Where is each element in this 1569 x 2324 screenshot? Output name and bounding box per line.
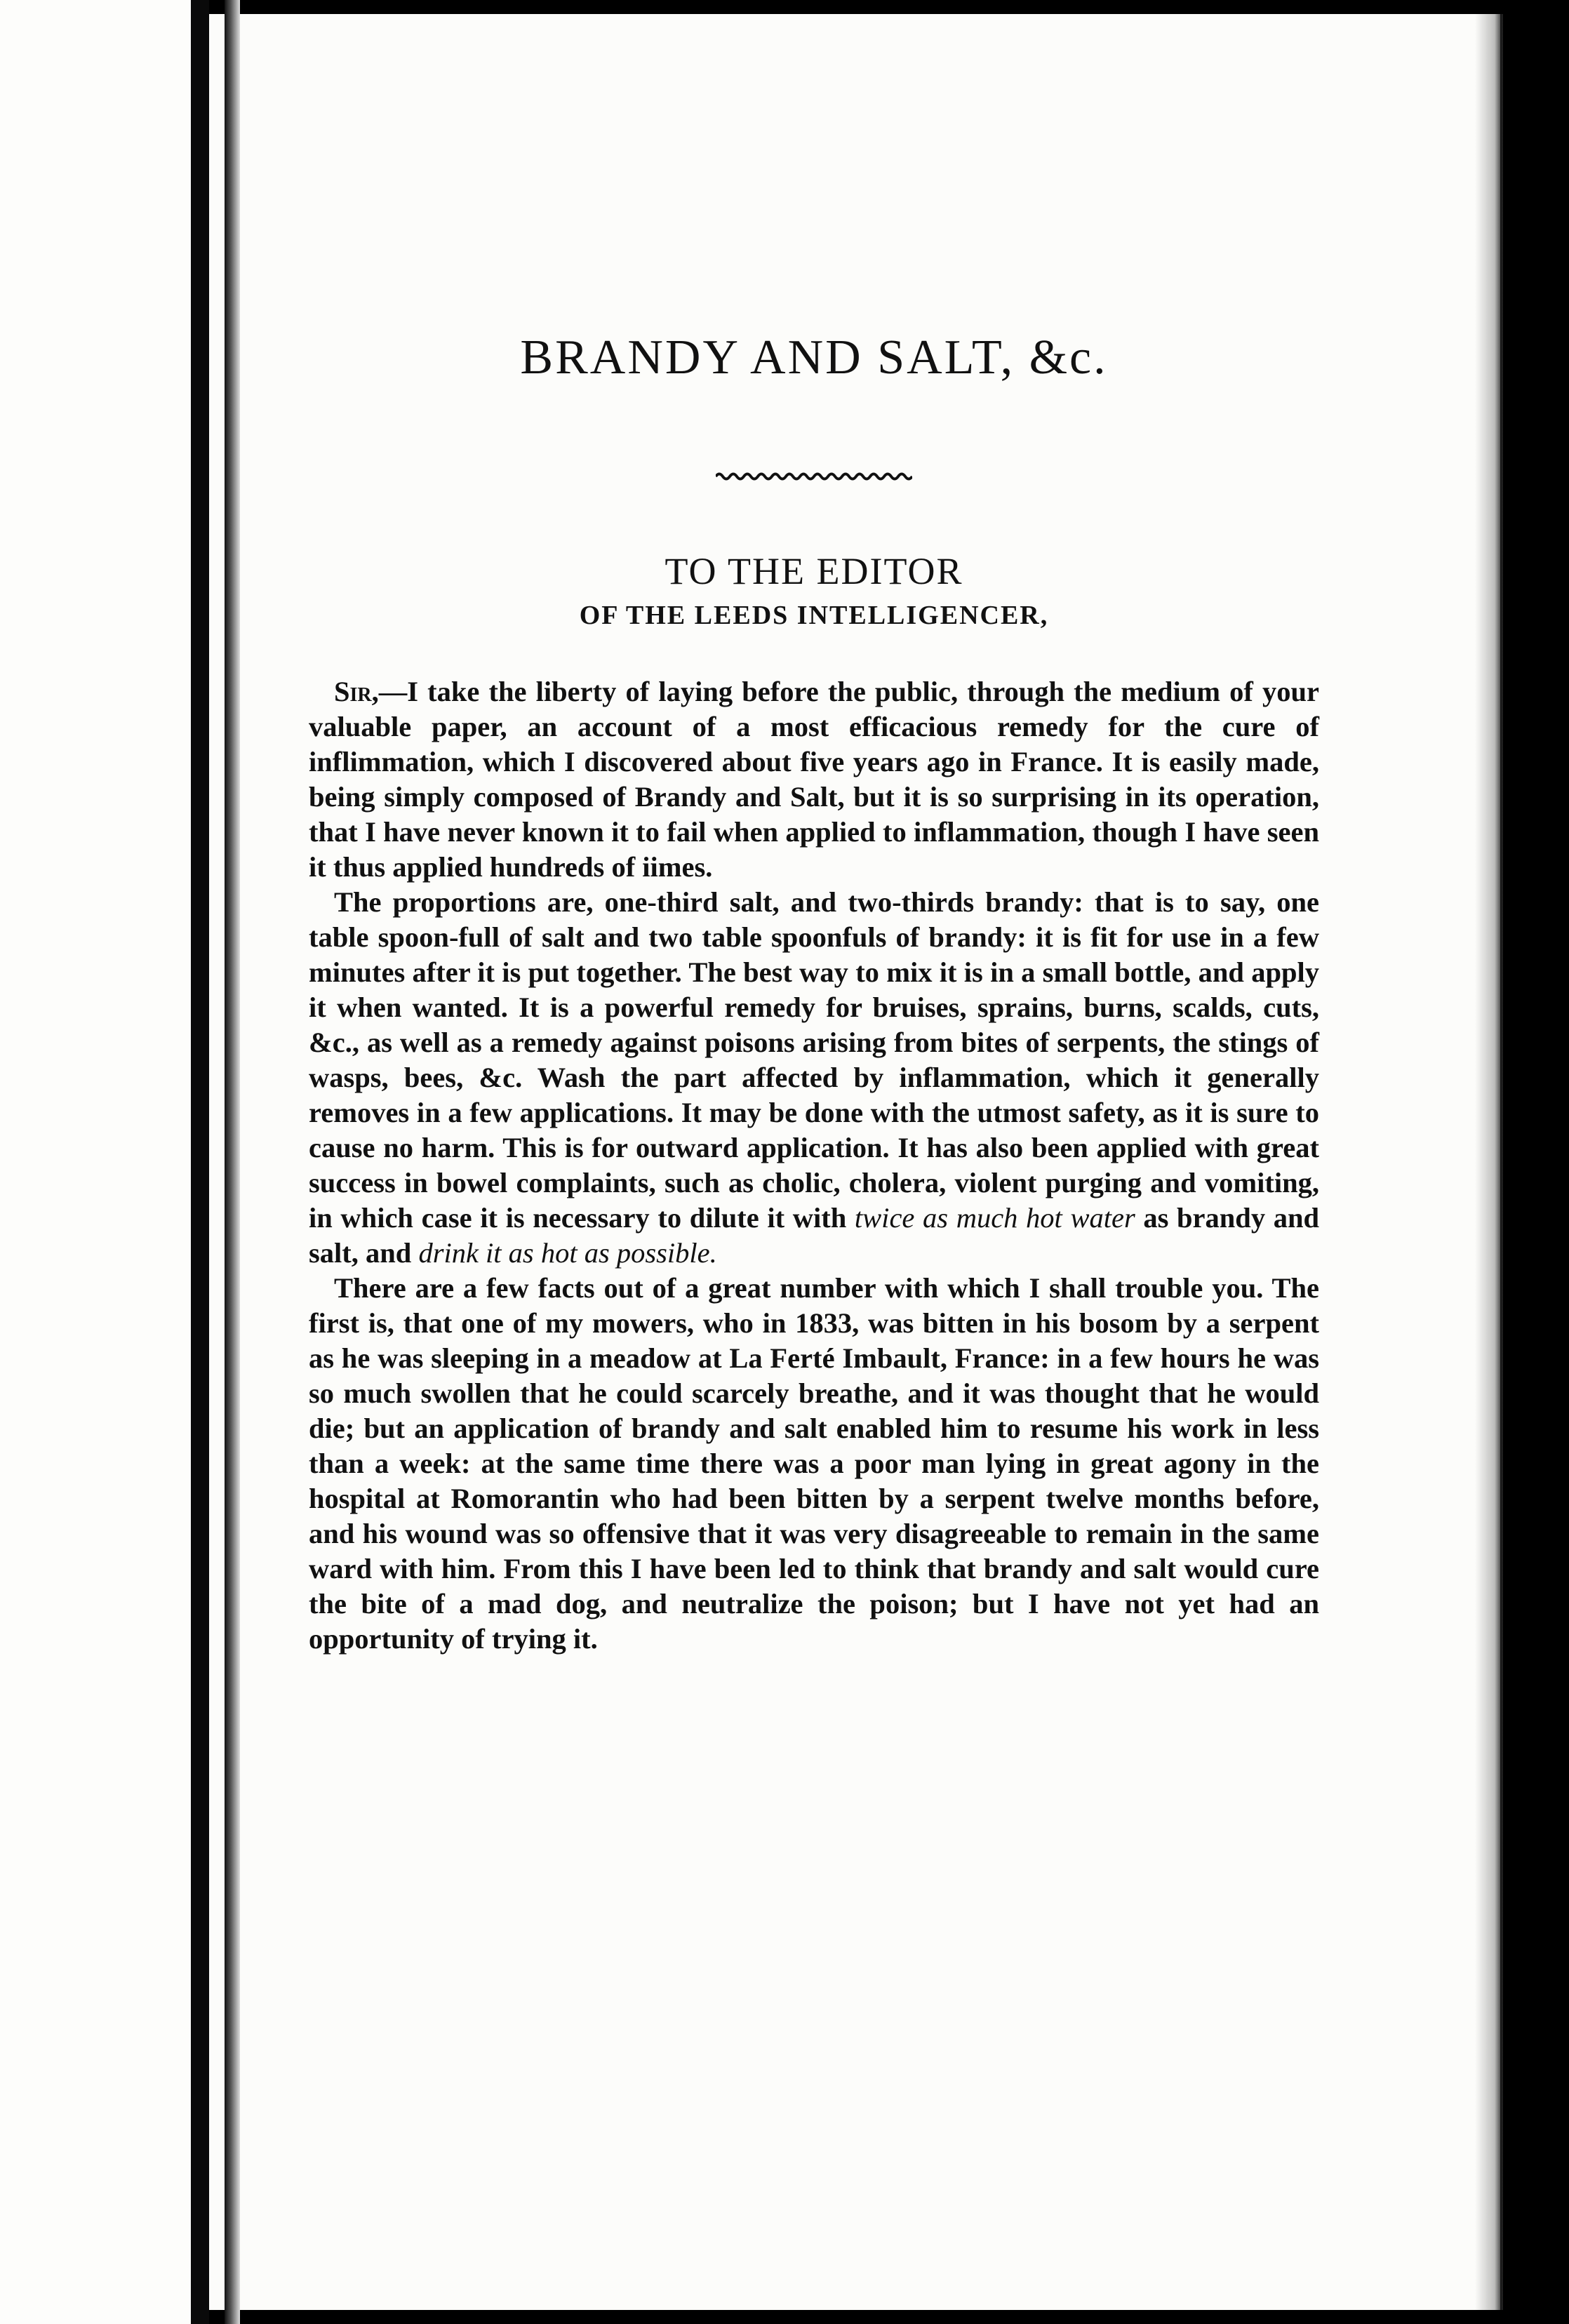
paragraph-2-text-a: The proportions are, one-third salt, and two-thirds brandy: that is to say, one table spoon-full of salt and two table spoonfuls of brandy: it is fit for use in a few minutes after it is put together. The best way to mix it is in a small bottle, and apply it when wanted. It is a powerful remedy for bruises, sprains, burns, scalds, cuts, &c., as well as a remedy against poisons arising from bites of serpents, the stings of wasps, bees, &c. Wash the part affected by inflammation, which it generally removes in a few applications. It may be done with the utmost safety, as it is sure to cause no harm. This is for outward application. It has also been applied with great success in bowel complaints, such as cholic, cholera, violent purging and vomiting, in which case it is necessary to dilute it with xyxy=(309,886,1319,1234)
paragraph-3 xyxy=(309,1271,1319,1657)
page-edge-shadow xyxy=(1475,14,1503,2310)
letter-body xyxy=(309,674,1319,1657)
paragraph-2-text-b: as brandy and salt, and xyxy=(309,1202,1320,1269)
spine-shadow xyxy=(225,0,240,2324)
address-line-editor: TO THE EDITOR xyxy=(665,550,963,592)
paragraph-2-italic-b: drink it as hot as possible. xyxy=(418,1237,717,1269)
paragraph-1-text: —I take the liberty of laying before the public, through the medium of your valuable paper, an account of a most efficacious remedy for the cure of inflimmation, which I discovered about five years ago in France. It is easily made, being simply composed of Brandy and Salt, but it is so surprising in its operation, that I have never known it to fail when applied to inflammation, though I have seen it thus applied hundreds of iimes. xyxy=(309,676,1319,883)
gutter-shadow xyxy=(191,0,209,2324)
salutation: Sir, xyxy=(334,676,379,707)
address-line-newspaper: OF THE LEEDS INTELLIGENCER, xyxy=(579,601,1049,630)
paragraph-2 xyxy=(309,885,1319,1271)
decorative-rule xyxy=(716,470,912,483)
page-content xyxy=(309,330,1319,1657)
facing-page xyxy=(0,0,191,2324)
paragraph-1 xyxy=(309,674,1319,885)
paragraph-2-italic-a: twice as much hot water xyxy=(854,1202,1135,1234)
paragraph-3-text: There are a few facts out of a great number with which I shall trouble you. The first is, that one of my mowers, who in 1833, was bitten in his bosom by a serpent as he was sleeping in a meadow at La Ferté Imbault, France: in a few hours he was so much swollen that he could scarcely breathe, and it was thought that he would die; but an application of brandy and salt enabled him to resume his work in less than a week: at the same time there was a poor man lying in great agony in the hospital at Romorantin who had been bitten by a serpent twelve months before, and his wound was so offensive that it was very disagreeable to remain in the same ward with him. From this I have been led to think that brandy and salt would cure the bite of a mad dog, and neutralize the poison; but I have not yet had an opportunity of trying it. xyxy=(309,1272,1319,1655)
page-title: BRANDY AND SALT, &c. xyxy=(520,330,1108,385)
